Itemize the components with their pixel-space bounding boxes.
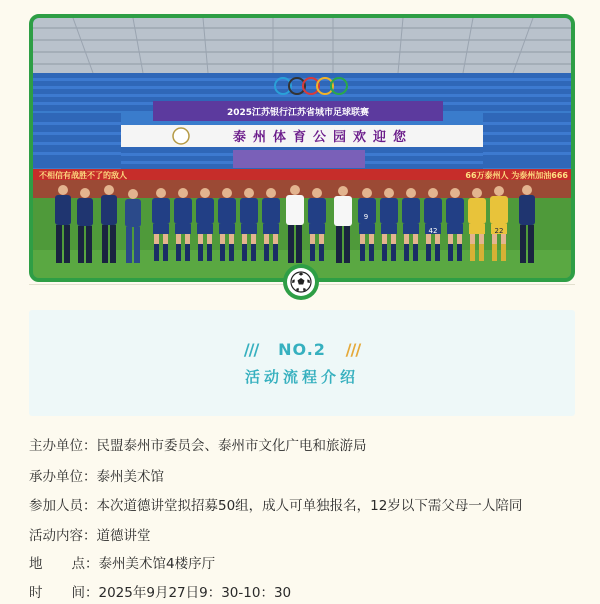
info-label: 参加人员 [29, 498, 83, 514]
info-sep: ： [85, 585, 99, 601]
jersey-number: 22 [494, 227, 504, 235]
info-sep: ： [83, 469, 97, 485]
banner-main-text: 2025江苏银行江苏省城市足球联赛 [226, 108, 370, 118]
section-title: 活动流程介绍 [244, 368, 359, 386]
info-row-organizer [29, 465, 164, 485]
info-row-location [29, 552, 215, 572]
slogan-right-text: 66万泰州人 为泰州加油666 [465, 171, 568, 180]
info-value: 2025年9月27日9：30-10：30 [98, 585, 292, 601]
stadium-photo [33, 18, 571, 278]
section-number-line [29, 340, 575, 359]
info-row-participants [29, 494, 522, 514]
jersey-number: 9 [363, 213, 369, 221]
info-value: 民盟泰州市委员会、泰州市文化广电和旅游局 [96, 438, 367, 454]
info-value: 泰州美术馆 [96, 469, 164, 485]
football-icon [290, 271, 312, 293]
jersey-number: 42 [428, 227, 438, 235]
info-value: 道德讲堂 [96, 528, 151, 544]
info-sep: ： [83, 528, 97, 544]
football-badge [283, 264, 319, 300]
info-row-content [29, 524, 151, 544]
info-label: 时 间 [29, 585, 85, 601]
section-header-card [29, 310, 575, 416]
info-sep: ： [85, 556, 99, 572]
info-label: 地 点 [29, 556, 85, 572]
info-value: 本次道德讲堂拟招募50组，成人可单独报名，12岁以下需父母一人陪同 [96, 498, 523, 514]
info-sep: ： [83, 438, 97, 454]
info-value: 泰州美术馆4楼序厅 [98, 556, 216, 572]
section-number: NO.2 [278, 340, 326, 359]
slash-decoration-left: /// [243, 340, 259, 359]
info-row-host [29, 434, 367, 454]
team-photo [29, 14, 575, 282]
info-label: 主办单位 [29, 438, 83, 454]
slash-decoration-right: /// [345, 340, 361, 359]
info-label: 承办单位 [29, 469, 83, 485]
info-label: 活动内容 [29, 528, 83, 544]
banner-welcome-text: 泰州体育公园欢迎您 [232, 130, 414, 145]
info-sep: ： [83, 498, 97, 514]
info-row-time [29, 581, 291, 601]
slogan-left-text: 不相信有战胜不了的敌人 [39, 171, 127, 180]
